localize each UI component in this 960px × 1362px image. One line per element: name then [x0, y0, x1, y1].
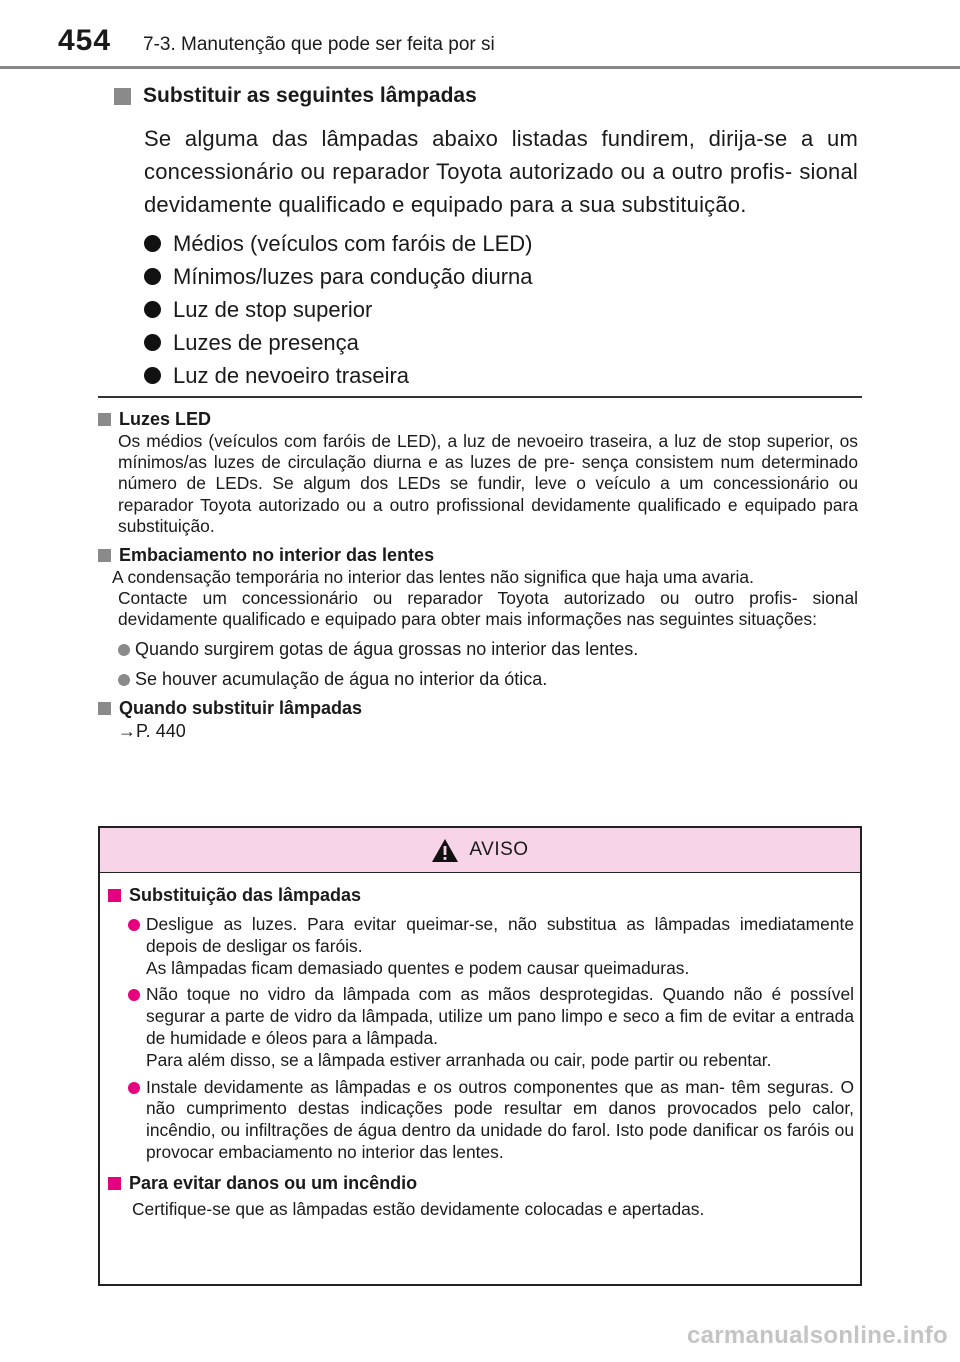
bullet-dot-icon — [144, 235, 161, 252]
warning-text-fire: Certifique-se que as lâmpadas estão devidamente colocadas e apertadas. — [132, 1198, 705, 1219]
square-bullet-icon — [108, 1177, 121, 1190]
main-heading-text: Substituir as seguintes lâmpadas — [143, 84, 477, 107]
square-bullet-icon — [98, 413, 111, 426]
warning-heading-bulbs: Substituição das lâmpadas — [108, 881, 854, 909]
warning-body — [100, 873, 860, 1220]
bullet-dot-icon — [128, 919, 140, 931]
header-rule — [0, 66, 960, 69]
note-heading-led: Luzes LED — [98, 407, 858, 431]
list-item: Luz de stop superior — [144, 293, 858, 326]
bullet-dot-icon — [144, 301, 161, 318]
warning-heading-fire: Para evitar danos ou um incêndio — [108, 1170, 854, 1198]
note-text-led: Os médios (veículos com faróis de LED), a luz de nevoeiro traseira, a luz de stop superior, os mínimos/as luzes de circulação diurna e as luzes de pre- sença consistem num determinado número de LEDs. Se algum dos LEDs se fundir, leve o veículo a um concessionário ou reparador Toyota autorizado ou a outro profissional devidamente qualificado e equipado para substituição. — [118, 431, 858, 536]
section-divider — [98, 396, 862, 398]
section-title: 7-3. Manutenção que pode ser feita por si — [143, 34, 495, 55]
note-text-fog-1: A condensação temporária no interior das lentes não significa que haja uma avaria. — [112, 567, 754, 588]
page-number: 454 — [58, 24, 112, 57]
bullet-dot-icon — [144, 334, 161, 351]
list-item: Luzes de presença — [144, 326, 858, 359]
page-reference-link[interactable]: →P. 440 — [118, 720, 186, 741]
warning-item: Instale devidamente as lâmpadas e os outros componentes que as man- têm seguras. O não cumprimento destas indicações pode resultar em danos provocados pelo calor, incêndio, ou infiltrações de água dentro da unidade do farol. Isto pode danificar os faróis ou provocar embaciamento no interior das lentes. — [128, 1077, 854, 1164]
watermark: carmanualsonline.info — [686, 1322, 948, 1349]
warning-item: Desligue as luzes. Para evitar queimar-se, não substitua as lâmpadas imediatamente depois de desligar os faróis. As lâmpadas ficam demasiado quentes e podem causar queimaduras. — [128, 914, 854, 979]
list-item: Mínimos/luzes para condução diurna — [144, 260, 858, 293]
note-heading-fog: Embaciamento no interior das lentes — [98, 543, 858, 567]
bulb-list — [144, 227, 858, 392]
warning-triangle-icon — [431, 838, 459, 863]
square-bullet-icon — [114, 88, 131, 105]
list-item: Luz de nevoeiro traseira — [144, 359, 858, 392]
bullet-dot-icon — [128, 989, 140, 1001]
notes-section — [98, 405, 858, 747]
page-header — [0, 0, 960, 66]
main-section — [114, 80, 858, 392]
note-heading-when: Quando substituir lâmpadas — [98, 697, 858, 721]
main-paragraph: Se alguma das lâmpadas abaixo listadas fundirem, dirija-se a um concessionário ou reparador Toyota autorizado ou a outro profis- sional devidamente qualificado e equipado para a sua substituição. — [144, 126, 858, 217]
main-heading — [114, 80, 858, 112]
list-item: Médios (veículos com faróis de LED) — [144, 227, 858, 260]
warning-item: Não toque no vidro da lâmpada com as mãos desprotegidas. Quando não é possível segurar a parte de vidro da lâmpada, utilize um pano limpo e seco a fim de evitar a entrada de humidade e óleos para a lâmpada. Para além disso, se a lâmpada estiver arranhada ou cair, pode partir ou rebentar. — [128, 984, 854, 1071]
note-text-fog-2: Contacte um concessionário ou reparador Toyota autorizado ou outro profis- sional devidamente qualificado e equipado para obter mais informações nas seguintes situações: — [118, 588, 858, 630]
warning-box — [98, 826, 862, 1286]
square-bullet-icon — [98, 702, 111, 715]
bullet-dot-icon — [118, 674, 130, 686]
list-item: Se houver acumulação de água no interior da ótica. — [118, 665, 858, 695]
square-bullet-icon — [98, 549, 111, 562]
warning-header — [100, 828, 860, 873]
bullet-dot-icon — [144, 268, 161, 285]
bullet-dot-icon — [144, 367, 161, 384]
warning-title: AVISO — [469, 839, 529, 860]
square-bullet-icon — [108, 889, 121, 902]
list-item: Quando surgirem gotas de água grossas no interior das lentes. — [118, 635, 858, 665]
bullet-dot-icon — [128, 1082, 140, 1094]
bullet-dot-icon — [118, 644, 130, 656]
